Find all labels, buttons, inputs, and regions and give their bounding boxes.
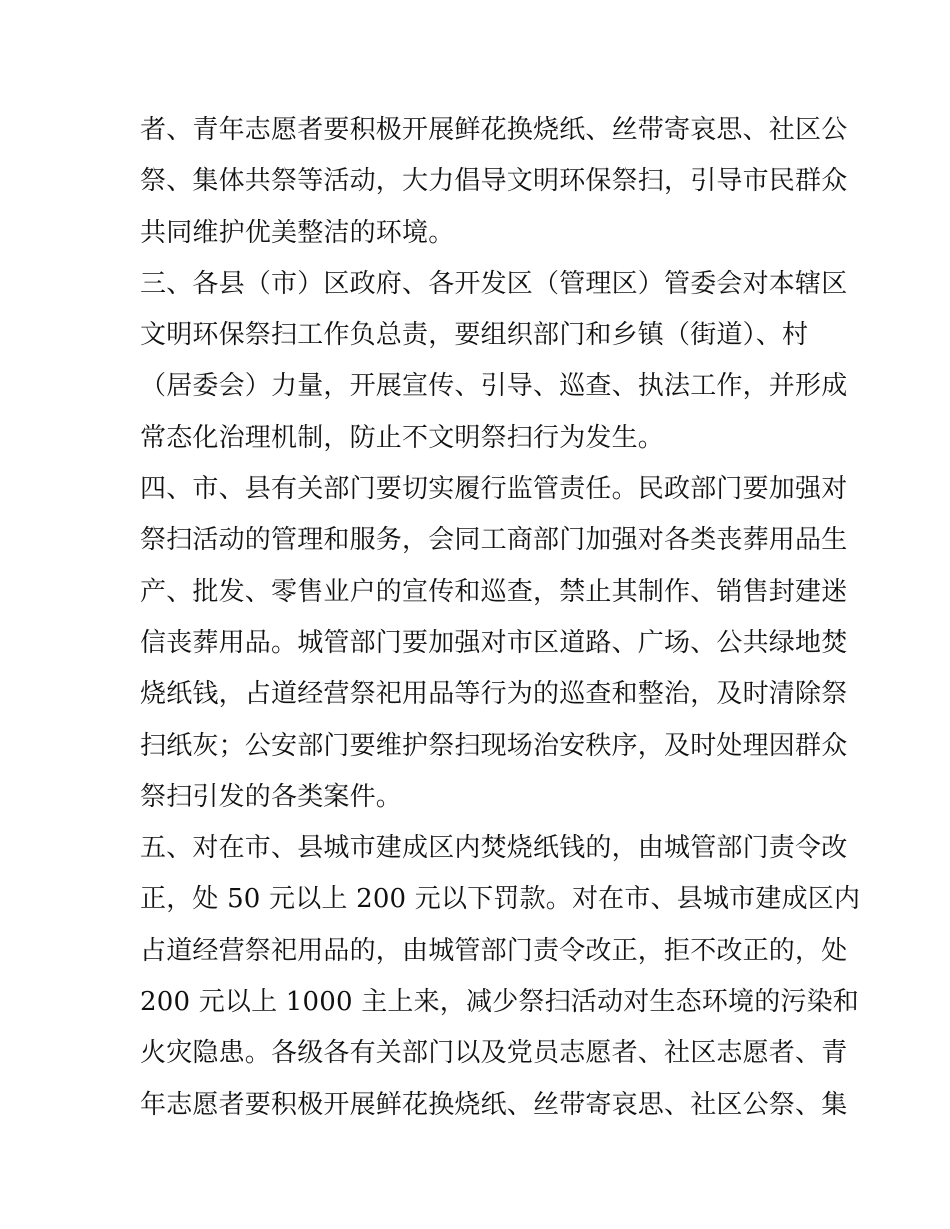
text-line: 三、各县（市）区政府、各开发区（管理区）管委会对本辖区 <box>140 268 848 299</box>
text-line: 200 元以上 1000 主上来，减少祭扫活动对生态环境的污染和 <box>140 987 859 1018</box>
text-line: 文明环保祭扫工作负总责，要组织部门和乡镇（街道）、村 <box>140 320 809 351</box>
text-line: 火灾隐患。各级各有关部门以及党员志愿者、社区志愿者、青 <box>140 1038 848 1069</box>
text-line: （居委会）力量，开展宣传、引导、巡查、执法工作，并形成 <box>140 371 848 402</box>
text-line: 产、批发、零售业户的宣传和巡查，禁止其制作、销售封建迷 <box>140 576 848 607</box>
text-line: 常态化治理机制，防止不文明祭扫行为发生。 <box>140 422 665 453</box>
text-line: 祭、集体共祭等活动，大力倡导文明环保祭扫，引导市民群众 <box>140 166 848 197</box>
text-line: 祭扫引发的各类案件。 <box>140 781 403 812</box>
text-line: 占道经营祭祀用品的，由城管部门责令改正，拒不改正的，处 <box>140 935 848 966</box>
text-line: 年志愿者要积极开展鲜花换烧纸、丝带寄哀思、社区公祭、集 <box>140 1089 848 1120</box>
body-text <box>140 105 861 1131</box>
text-line: 正，处 50 元以上 200 元以下罚款。对在市、县城市建成区内 <box>140 884 861 915</box>
text-line: 五、对在市、县城市建成区内焚烧纸钱的，由城管部门责令改 <box>140 833 848 864</box>
text-line: 祭扫活动的管理和服务，会同工商部门加强对各类丧葬用品生 <box>140 525 848 556</box>
text-line: 信丧葬用品。城管部门要加强对市区道路、广场、公共绿地焚 <box>140 627 848 658</box>
text-line: 四、市、县有关部门要切实履行监管责任。民政部门要加强对 <box>140 474 848 505</box>
text-line: 者、青年志愿者要积极开展鲜花换烧纸、丝带寄哀思、社区公 <box>140 115 848 145</box>
text-line: 扫纸灰；公安部门要维护祭扫现场治安秩序，及时处理因群众 <box>140 730 848 761</box>
text-line: 共同维护优美整洁的环境。 <box>140 217 455 248</box>
text-line: 烧纸钱，占道经营祭祀用品等行为的巡查和整治，及时清除祭 <box>140 679 848 710</box>
